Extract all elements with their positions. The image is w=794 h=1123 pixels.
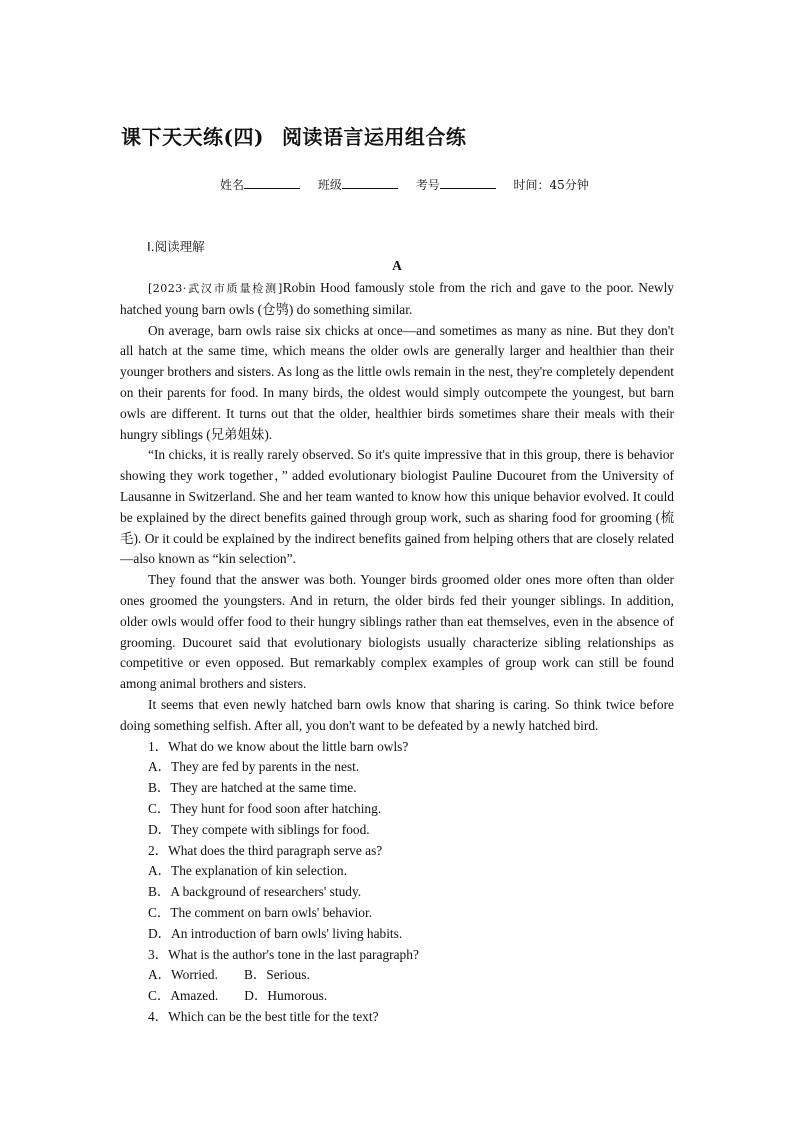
student-info-row — [220, 176, 603, 193]
passage-letter: A — [392, 258, 402, 273]
question-3-stem: 3．What is the author's tone in the last paragraph? — [148, 946, 419, 962]
question-3-option-c: C．Amazed. — [148, 988, 219, 1004]
question-2-option-b: B．A background of researchers' study. — [148, 884, 362, 900]
question-2-option-c: C．The comment on barn owls' behavior. — [148, 904, 373, 920]
title-main: 课下天天练(四) — [121, 125, 264, 149]
question-list — [120, 737, 674, 1028]
name-field: 姓名 — [220, 176, 300, 193]
question-4-stem: 4．Which can be the best title for the text? — [148, 1008, 379, 1024]
question-3-options-row-2 — [120, 986, 674, 1007]
question-3-options-row-1 — [120, 965, 674, 986]
question-1-stem: 1．What do we know about the little barn owls? — [148, 738, 409, 754]
name-blank — [244, 178, 300, 189]
question-2-stem: 2．What does the third paragraph serve as? — [148, 842, 383, 858]
section-heading: Ⅰ.阅读理解 — [147, 239, 205, 254]
question-2-option-d: D．An introduction of barn owls' living habits. — [148, 925, 403, 941]
time-field: 时间：45分钟 — [513, 178, 589, 192]
question-1-option-d: D．They compete with siblings for food. — [148, 821, 370, 837]
question-1-option-c: C．They hunt for food soon after hatching. — [148, 800, 382, 816]
paragraph-3: “In chicks, it is really rarely observed. So it's quite impressive that in this group, there is behavior showing they work together，” added evolutionary biologist Pauline Ducouret from the University of Lausanne in Switzerland. She and her team wanted to know how this unique behavior evolved. It could be explained by the direct benefits gained through group work, such as sharing food for grooming (梳毛). Or it could be explained by the indirect benefits gained from helping others that are closely related—also known as “kin selection”. — [120, 447, 674, 567]
question-3-option-a: A．Worried. — [148, 967, 218, 983]
class-field: 班级 — [318, 176, 398, 193]
number-blank — [440, 178, 496, 189]
title-sub: 阅读语言运用组合练 — [281, 125, 467, 149]
question-1-option-a: A．They are fed by parents in the nest. — [148, 759, 360, 775]
paragraph-5: It seems that even newly hatched barn owls know that sharing is caring. So think twice before doing something selfish. After all, you don't want to be defeated by a newly hatched bird. — [120, 696, 674, 733]
question-3-option-d: D．Humorous. — [244, 988, 328, 1004]
question-1-option-b: B．They are hatched at the same time. — [148, 780, 357, 796]
paragraph-2: On average, barn owls raise six chicks at once—and sometimes as many as nine. But they don't all hatch at the same time, which means the older owls are generally larger and healthier than their younger brothers and sisters. As long as the little owls remain in the nest, they're completely dependent on their parents for food. In many birds, the oldest would simply outcompete the youngest, but barn owls are different. It turns out that the older, healthier birds sometimes share their meals with their hungry siblings (兄弟姐妹). — [120, 322, 674, 442]
source-tag: [2023·武汉市质量检测] — [148, 282, 283, 295]
question-3-option-b: B．Serious. — [243, 967, 310, 983]
passage-body — [120, 278, 674, 1028]
question-2-option-a: A．The explanation of kin selection. — [148, 863, 347, 879]
number-field: 考号 — [416, 176, 496, 193]
page-title — [121, 121, 466, 150]
class-blank — [342, 178, 398, 189]
paragraph-1: [2023·武汉市质量检测]Robin Hood famously stole from the rich and gave to the poor. Newly hatched young barn owls (仓鸮) do something similar. — [120, 280, 674, 317]
paragraph-4: They found that the answer was both. Younger birds groomed older ones more often than older ones groomed the youngsters. And in return, the older birds fed their younger siblings. In addition, older owls would offer food to their hungry siblings rather than eat themselves, even in the absence of grooming. Ducouret said that evolutionary biologists usually characterize sibling relationships as competitive or even opposed. But remarkably complex examples of group work can still be found among animal brothers and sisters. — [120, 572, 674, 692]
